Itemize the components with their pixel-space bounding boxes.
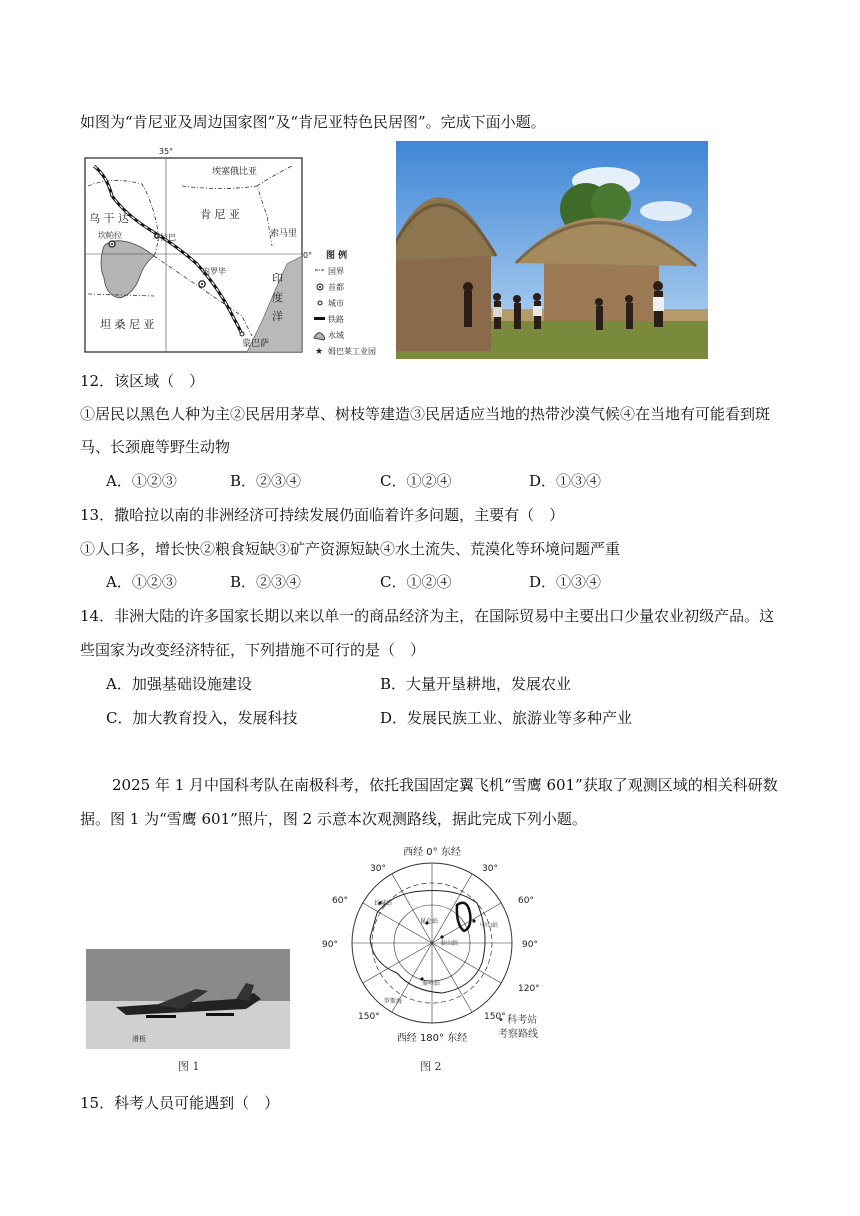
station-kunlun: 昆仑站 — [420, 918, 439, 925]
fig2-caption: 图 2 — [420, 1060, 442, 1073]
legend-title: 图 例 — [326, 251, 348, 261]
q15-stem: 15．科考人员可能遇到（ ） — [80, 1094, 280, 1112]
map-ocean-3: 洋 — [272, 310, 283, 323]
legend-star-icon: ★ — [315, 347, 324, 357]
q12-option-c[interactable]: C．①②④ — [380, 472, 452, 490]
q13-statements: ①人口多，增长快②粮食短缺③矿产资源短缺④水土流失、荒漠化等环境问题严重 — [80, 540, 621, 558]
station-taishan: 泰山站 — [440, 940, 459, 947]
q12-option-b[interactable]: B．②③④ — [230, 472, 302, 490]
map-city-kampala: 坎帕拉 — [98, 231, 122, 240]
section2-intro-line1: 2025 年 1 月中国科考队在南极科考，依托我国固定翼飞机“雪鹰 601”获取了观测区域的相关科研数 — [112, 776, 778, 794]
fig1-caption: 图 1 — [178, 1060, 200, 1073]
kenya-map — [82, 146, 312, 360]
legend-capital: 首都 — [328, 283, 344, 292]
polar-lbl-30e: 30° — [482, 864, 498, 874]
map-city-nairobi: 内罗毕 — [202, 267, 226, 276]
q13-option-d[interactable]: D．①③④ — [529, 573, 602, 591]
polar-lbl-30w: 30° — [370, 864, 386, 874]
q14-option-c[interactable]: C．加大教育投入，发展科技 — [106, 709, 298, 727]
q14-option-b[interactable]: B．大量开垦耕地，发展农业 — [380, 675, 572, 693]
map-country-ethiopia: 埃塞俄比亚 — [212, 167, 258, 177]
legend-city: 城市 — [328, 299, 344, 308]
q12-option-a[interactable]: A．①②③ — [106, 472, 177, 490]
polar-lbl-90e: 90° — [522, 940, 538, 950]
map-city-malaba: 马拉巴 — [152, 233, 176, 242]
polar-lbl-150e: 150° — [484, 1012, 506, 1022]
legend-border: 国界 — [328, 267, 344, 276]
map-country-tanzania: 坦 桑 尼 亚 — [100, 318, 155, 331]
station-zhongshan: 中山站 — [480, 922, 499, 929]
legend-water: 水域 — [328, 331, 344, 340]
section2-intro-line2: 据。图 1 为“雪鹰 601”照片，图 2 示意本次观测路线，据此完成下列小题。 — [80, 810, 587, 828]
station-great-wall: 长城站 — [374, 900, 393, 907]
q14-stem-line1: 14．非洲大陆的许多国家长期以来以单一的商品经济为主，在国际贸易中主要出口少量农业初级产品。这 — [80, 607, 775, 625]
q12-statements-line2: 马、长颈鹿等野生动物 — [80, 438, 231, 456]
q14-option-d[interactable]: D．发展民族工业、旅游业等多种产业 — [380, 709, 633, 727]
polar-legend — [498, 1014, 538, 1042]
q12-stem: 12．该区域（ ） — [80, 372, 205, 390]
q14-option-a[interactable]: A．加强基础设施建设 — [106, 675, 252, 693]
q13-option-b[interactable]: B．②③④ — [230, 573, 302, 591]
q13-option-a[interactable]: A．①②③ — [106, 573, 177, 591]
map-country-kenya: 肯 尼 亚 — [200, 208, 240, 221]
map-country-somalia: 索马里 — [270, 229, 298, 239]
polar-top-label: 西经 0° 东经 — [403, 847, 461, 858]
antarctica-route-map — [322, 843, 552, 1043]
map-lat-label: 0° — [303, 251, 312, 260]
map-ocean-1: 印 — [272, 272, 283, 285]
map-country-uganda: 乌 干 达 — [89, 212, 129, 225]
legend-station: • 科考站 — [498, 1015, 538, 1026]
polar-lbl-120e: 120° — [518, 984, 540, 994]
aircraft-photo — [86, 949, 290, 1049]
map-lon-label: 35° — [158, 147, 174, 156]
q13-stem: 13．撒哈拉以南的非洲经济可持续发展仍面临着许多问题，主要有（ ） — [80, 506, 565, 524]
ross-sea-label: 罗斯海 — [384, 998, 403, 1005]
q12-statements-line1: ①居民以黑色人种为主②民居用茅草、树枝等建造③民居适应当地的热带沙漠气候④在当地有可能看到斑 — [80, 405, 771, 423]
legend-railway: 铁路 — [328, 315, 344, 324]
polar-lbl-60e: 60° — [518, 896, 534, 906]
legend-industrial-park: 姆巴莱工业园 — [328, 347, 376, 356]
intro-text: 如图为“肯尼亚及周边国家图”及“肯尼亚特色民居图”。完成下面小题。 — [80, 113, 546, 131]
q12-option-d[interactable]: D．①③④ — [529, 472, 602, 490]
aircraft-ski-label: 滑板 — [132, 1035, 146, 1043]
kenya-house-photo — [396, 141, 708, 359]
polar-lbl-60w: 60° — [332, 896, 348, 906]
polar-lbl-150w: 150° — [358, 1012, 380, 1022]
station-qinling: 秦岭站 — [422, 980, 441, 987]
polar-lbl-90w: 90° — [322, 940, 338, 950]
polar-bottom-label: 西经 180° 东经 — [396, 1033, 468, 1043]
map-legend — [312, 246, 394, 358]
q13-option-c[interactable]: C．①②④ — [380, 573, 452, 591]
map-ocean-2: 度 — [272, 291, 283, 304]
map-city-mombasa: 蒙巴萨 — [242, 339, 270, 349]
legend-route: 考察路线 — [498, 1029, 538, 1040]
q14-stem-line2: 些国家为改变经济特征，下列措施不可行的是（ ） — [80, 641, 426, 659]
